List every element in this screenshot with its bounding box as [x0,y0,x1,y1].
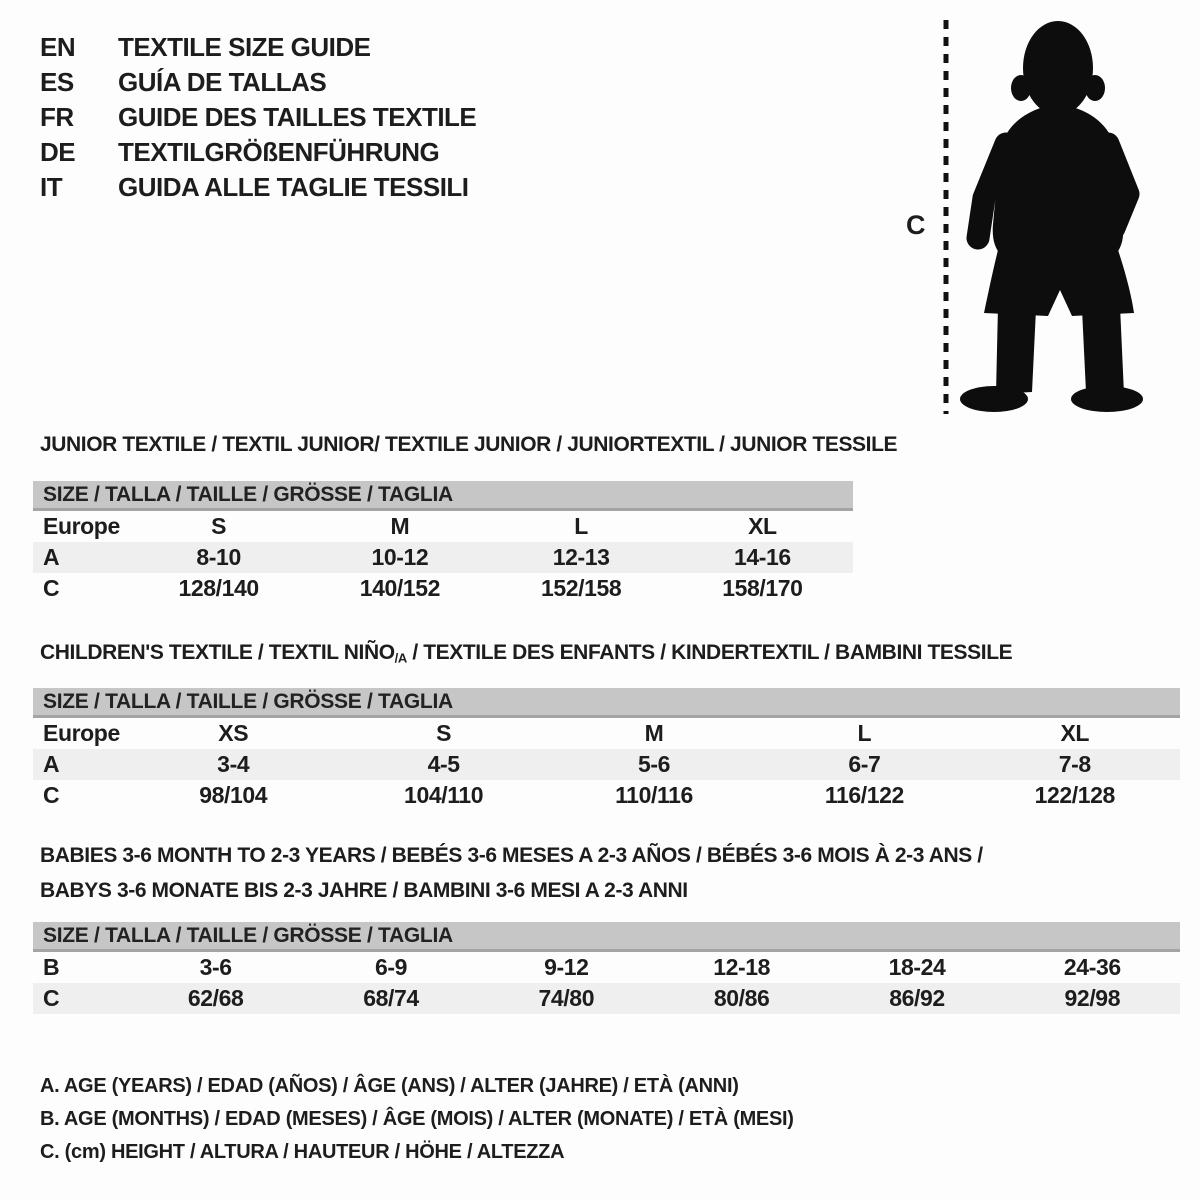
size-cell: 86/92 [889,985,945,1011]
table-row-europe [33,511,853,542]
size-cell: M [644,720,664,746]
language-row-de [40,135,476,170]
size-cell: XL [1060,720,1090,746]
junior-table [33,511,853,604]
toddler-icon [960,21,1143,412]
children-size-table [33,688,1180,811]
size-cell: 12-18 [713,954,771,980]
size-cell: 122/128 [1034,782,1115,808]
toddler-silhouette-figure [936,12,1150,422]
table-row-age-years [33,542,853,573]
size-cell: 24-36 [1063,954,1121,980]
size-cell: L [574,513,588,539]
children-table [33,718,1180,811]
size-cell: 74/80 [538,985,595,1011]
row-label-cell: C [43,575,60,601]
language-title-list [40,30,476,205]
language-code: DE [40,137,76,167]
table-row-height [33,573,853,604]
row-label-cell: A [43,544,60,570]
legend-age-months: B. AGE (MONTHS) / EDAD (MESES) / ÂGE (MOIS) / ALTER (MONATE) / ETÀ (MESI) [40,1108,794,1130]
guide-title-es: GUÍA DE TALLAS [118,67,327,97]
babies-size-table [33,922,1180,1014]
children-title-prefix: CHILDREN'S TEXTILE / TEXTIL NIÑO [40,641,395,664]
size-cell: 9-12 [544,954,589,980]
size-cell: 158/170 [722,575,803,601]
size-cell: 152/158 [540,575,622,601]
size-header-bar: SIZE / TALLA / TAILLE / GRÖSSE / TAGLIA [33,922,1180,952]
size-cell: 6-7 [848,751,881,777]
babies-section-title-line2: BABYS 3-6 MONATE BIS 2-3 JAHRE / BAMBINI 3-6 MESI A 2-3 ANNI [40,879,688,902]
children-title-suffix: / TEXTILE DES ENFANTS / KINDERTEXTIL / BAMBINI TESSILE [406,641,1013,664]
size-cell: XS [218,720,249,746]
row-label-cell: C [43,782,60,808]
legend-age-years: A. AGE (YEARS) / EDAD (AÑOS) / ÂGE (ANS) / ALTER (JAHRE) / ETÀ (ANNI) [40,1075,739,1097]
size-cell: 10-12 [371,544,429,570]
junior-size-table [33,481,853,604]
guide-title-it: GUIDA ALLE TAGLIE TESSILI [118,172,469,202]
language-code: ES [40,67,74,97]
size-cell: M [390,513,410,539]
language-code: EN [40,32,76,62]
size-cell: L [857,720,872,746]
size-cell: XL [748,513,777,539]
size-header-bar: SIZE / TALLA / TAILLE / GRÖSSE / TAGLIA [33,688,1180,718]
size-cell: 110/116 [615,782,693,808]
guide-title-en: TEXTILE SIZE GUIDE [118,32,371,62]
size-cell: 140/152 [359,575,441,601]
junior-section-title: JUNIOR TEXTILE / TEXTIL JUNIOR/ TEXTILE JUNIOR / JUNIORTEXTIL / JUNIOR TESSILE [40,433,898,456]
row-label-cell: B [43,954,60,980]
guide-title-fr: GUIDE DES TAILLES TEXTILE [118,102,477,132]
size-cell: 116/122 [824,782,904,808]
legend [40,1070,794,1169]
table-row-age-years [33,749,1180,780]
table-row-height [33,983,1180,1014]
size-header-bar: SIZE / TALLA / TAILLE / GRÖSSE / TAGLIA [33,481,853,511]
size-cell: 7-8 [1058,751,1091,777]
language-code: IT [40,172,63,202]
size-cell: 5-6 [637,751,670,777]
size-cell: 68/74 [363,985,419,1011]
children-title-sub: /A [394,650,407,666]
babies-table [33,952,1180,1014]
size-cell: 18-24 [888,954,946,980]
size-cell: 3-4 [217,751,250,777]
row-label-cell: Europe [43,720,120,746]
size-cell: 98/104 [199,782,268,808]
children-section-title [40,641,1012,666]
size-cell: 62/68 [187,985,244,1011]
size-cell: 14-16 [733,544,791,570]
language-code: FR [40,102,74,132]
size-cell: 3-6 [199,954,232,980]
language-row-es [40,65,476,100]
size-cell: 80/86 [713,985,770,1011]
language-row-fr [40,100,476,135]
table-row-europe [33,718,1180,749]
size-cell: 92/98 [1064,985,1121,1011]
size-cell: 4-5 [427,751,460,777]
size-cell: S [436,720,452,746]
guide-title-de: TEXTILGRÖßENFÜHRUNG [118,137,440,167]
language-row-it [40,170,476,205]
size-cell: 104/110 [404,782,484,808]
height-measure-label: C [906,210,926,240]
size-cell: 6-9 [374,954,408,980]
row-label-cell: C [43,985,60,1011]
table-row-age-months [33,952,1180,983]
size-cell: 12-13 [552,544,610,570]
size-cell: 8-10 [196,544,241,570]
babies-section-title-line1: BABIES 3-6 MONTH TO 2-3 YEARS / BEBÉS 3-6 MESES A 2-3 AÑOS / BÉBÉS 3-6 MOIS À 2-3 ANS / [40,844,983,867]
size-cell: 128/140 [178,575,259,601]
language-row-en [40,30,476,65]
size-cell: S [211,513,227,539]
row-label-cell: A [43,751,60,777]
table-row-height [33,780,1180,811]
row-label-cell: Europe [43,513,120,539]
legend-height-cm: C. (cm) HEIGHT / ALTURA / HAUTEUR / HÖHE / ALTEZZA [40,1141,565,1163]
